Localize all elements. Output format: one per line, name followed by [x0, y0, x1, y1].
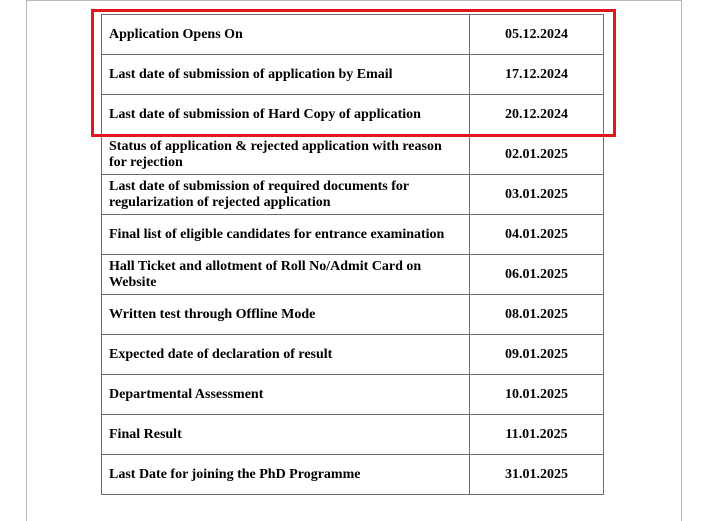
date-cell: 11.01.2025	[470, 415, 604, 455]
date-cell: 06.01.2025	[470, 255, 604, 295]
table-row	[102, 455, 604, 495]
table-row	[102, 95, 604, 135]
event-cell: Last date of submission of application by Email	[102, 55, 470, 95]
date-cell: 31.01.2025	[470, 455, 604, 495]
page-edge-right	[681, 0, 682, 521]
date-cell: 02.01.2025	[470, 135, 604, 175]
event-cell: Expected date of declaration of result	[102, 335, 470, 375]
event-cell: Last Date for joining the PhD Programme	[102, 455, 470, 495]
table-row	[102, 415, 604, 455]
date-cell: 10.01.2025	[470, 375, 604, 415]
date-cell: 08.01.2025	[470, 295, 604, 335]
event-cell: Last date of submission of required documents for regularization of rejected application	[102, 175, 470, 215]
date-cell: 17.12.2024	[470, 55, 604, 95]
date-cell: 03.01.2025	[470, 175, 604, 215]
event-cell: Hall Ticket and allotment of Roll No/Admit Card on Website	[102, 255, 470, 295]
table-row	[102, 335, 604, 375]
event-cell: Final Result	[102, 415, 470, 455]
page-edge-left	[26, 0, 27, 521]
date-cell: 09.01.2025	[470, 335, 604, 375]
table-row	[102, 55, 604, 95]
date-cell: 20.12.2024	[470, 95, 604, 135]
table-row	[102, 375, 604, 415]
event-cell: Departmental Assessment	[102, 375, 470, 415]
table-row	[102, 255, 604, 295]
table-row	[102, 215, 604, 255]
table-row	[102, 135, 604, 175]
event-cell: Written test through Offline Mode	[102, 295, 470, 335]
table-row	[102, 15, 604, 55]
event-cell: Status of application & rejected application with reason for rejection	[102, 135, 470, 175]
event-cell: Application Opens On	[102, 15, 470, 55]
table-row	[102, 295, 604, 335]
date-cell: 05.12.2024	[470, 15, 604, 55]
page-edge-top	[26, 0, 682, 1]
schedule-table	[101, 14, 604, 495]
event-cell: Last date of submission of Hard Copy of application	[102, 95, 470, 135]
event-cell: Final list of eligible candidates for entrance examination	[102, 215, 470, 255]
table-row	[102, 175, 604, 215]
date-cell: 04.01.2025	[470, 215, 604, 255]
